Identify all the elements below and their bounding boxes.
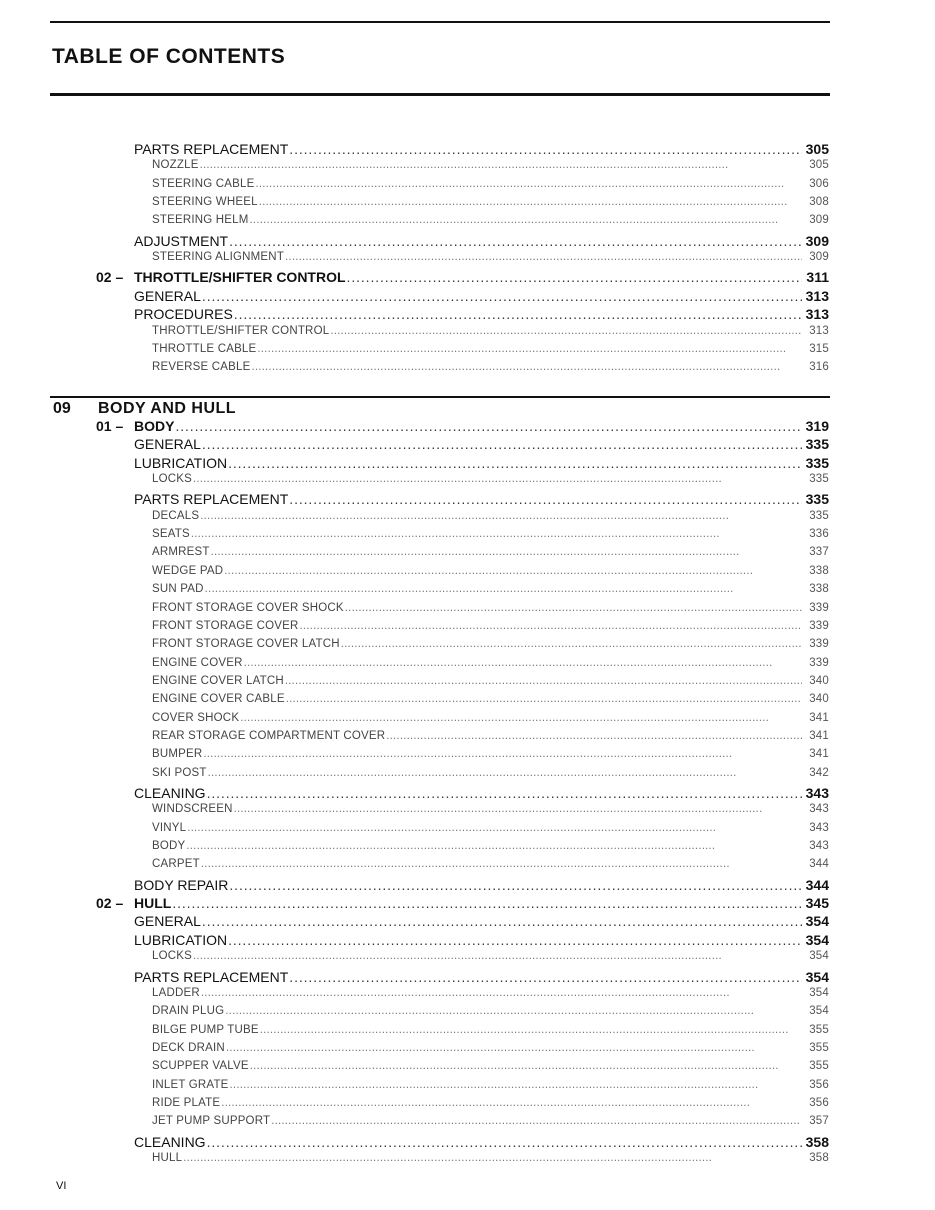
toc-subentry[interactable] <box>152 987 829 999</box>
toc-page-number: 335 <box>805 491 829 508</box>
toc-page-number: 341 <box>809 748 829 761</box>
toc-entry-label: ENGINE COVER CABLE <box>152 693 285 706</box>
toc-subentry[interactable] <box>152 196 829 208</box>
dot-leader <box>191 528 802 540</box>
toc-chapter-entry[interactable] <box>96 895 829 912</box>
toc-page-number: 344 <box>805 876 829 893</box>
dot-leader <box>202 288 802 304</box>
toc-page-number: 335 <box>805 454 829 471</box>
toc-entry-label: SEATS <box>152 528 190 541</box>
toc-page-number: 339 <box>809 619 829 632</box>
toc-subentry[interactable] <box>152 214 829 226</box>
toc-subentry[interactable] <box>152 1152 829 1164</box>
toc-subentry[interactable] <box>152 528 829 540</box>
toc-entry-label: STEERING WHEEL <box>152 196 258 209</box>
toc-page-number: 313 <box>805 287 829 304</box>
toc-entry-label: CLEANING <box>134 1133 206 1150</box>
toc-page-number: 339 <box>809 656 829 669</box>
toc-entry-label: INLET GRATE <box>152 1078 229 1091</box>
toc-subentry[interactable] <box>152 251 829 263</box>
toc-entry-label: DECK DRAIN <box>152 1041 225 1054</box>
toc-entry[interactable] <box>134 785 829 801</box>
toc-subentry[interactable] <box>152 325 829 337</box>
toc-subentry[interactable] <box>152 767 829 779</box>
toc-entry-label: BUMPER <box>152 748 203 761</box>
toc-entry-label: BODY <box>134 418 175 434</box>
toc-page-number: 357 <box>809 1115 829 1128</box>
toc-entry-label: VINYL <box>152 821 187 834</box>
toc-entry-label: FRONT STORAGE COVER SHOCK <box>152 601 344 614</box>
toc-entry-label: STEERING HELM <box>152 214 249 227</box>
toc-subentry[interactable] <box>152 583 829 595</box>
dot-leader <box>207 1134 802 1150</box>
dot-leader <box>345 602 802 614</box>
toc-page-number: 319 <box>805 418 829 434</box>
toc-page-number: 344 <box>809 858 829 871</box>
toc-page-number: 306 <box>809 177 829 190</box>
toc-page-number: 343 <box>805 785 829 801</box>
toc-subentry[interactable] <box>152 693 829 705</box>
toc-subentry[interactable] <box>152 510 829 522</box>
toc-entry[interactable] <box>134 306 829 322</box>
dot-leader <box>259 196 802 208</box>
dot-leader <box>341 638 802 650</box>
toc-entry-label: PARTS REPLACEMENT <box>134 491 289 508</box>
toc-page-number: 342 <box>809 766 829 779</box>
dot-leader <box>289 491 802 507</box>
toc-subentry[interactable] <box>152 546 829 558</box>
toc-entry-label: LUBRICATION <box>134 931 228 948</box>
dot-leader <box>186 840 802 852</box>
dot-leader <box>234 306 802 322</box>
toc-page-number: 313 <box>805 306 829 323</box>
toc-subentry[interactable] <box>152 950 829 962</box>
toc-entry-label: CLEANING <box>134 785 206 801</box>
toc-entry-label: LOCKS <box>152 473 192 486</box>
toc-subentry[interactable] <box>152 748 829 760</box>
toc-page-number: 343 <box>809 821 829 834</box>
toc-entry-label: SCUPPER VALVE <box>152 1060 249 1073</box>
toc-page-number: 337 <box>809 546 829 559</box>
dot-leader <box>271 1115 802 1127</box>
toc-entry-label: PARTS REPLACEMENT <box>134 968 289 985</box>
toc-page-number: 338 <box>809 564 829 577</box>
dot-leader <box>175 418 802 434</box>
toc-subentry[interactable] <box>152 675 829 687</box>
toc-entry-label: LADDER <box>152 986 200 999</box>
toc-entry-label: JET PUMP SUPPORT <box>152 1115 271 1128</box>
toc-subentry[interactable] <box>152 602 829 614</box>
toc-page-number: 355 <box>809 1060 829 1073</box>
toc-subentry[interactable] <box>152 1115 829 1127</box>
toc-page-number: 338 <box>809 583 829 596</box>
toc-entry-label: ENGINE COVER LATCH <box>152 674 284 687</box>
toc-page-number: 305 <box>805 141 829 157</box>
toc-entry-label: DRAIN PLUG <box>152 1005 225 1018</box>
dot-leader <box>201 858 802 870</box>
toc-page-number: 358 <box>809 1152 829 1164</box>
toc-page-number: 341 <box>809 711 829 724</box>
toc-entry[interactable] <box>134 877 829 893</box>
toc-page-number: 354 <box>809 986 829 999</box>
toc-subentry[interactable] <box>152 473 829 485</box>
toc-page-number: 356 <box>809 1078 829 1091</box>
dot-leader <box>172 895 802 911</box>
toc-entry-label: GENERAL <box>134 436 201 453</box>
toc-page-number: 355 <box>809 1041 829 1054</box>
toc-page-number: 311 <box>806 269 829 286</box>
toc-page-number: 339 <box>809 638 829 651</box>
toc-entry-label: PROCEDURES <box>134 306 233 323</box>
toc-subentry[interactable] <box>152 159 829 171</box>
toc-entry-label: GENERAL <box>134 913 201 930</box>
toc-entry[interactable] <box>134 913 829 929</box>
toc-page-number: 358 <box>805 1133 829 1150</box>
toc-entry-label: RIDE PLATE <box>152 1096 221 1109</box>
toc-subentry[interactable] <box>152 343 829 355</box>
toc-page-number: 354 <box>809 1005 829 1018</box>
dot-leader <box>257 343 802 355</box>
dot-leader <box>250 214 802 226</box>
toc-chapter-number: 02 – <box>96 895 124 912</box>
toc-entry-label: GENERAL <box>134 287 201 304</box>
dot-leader <box>330 325 802 337</box>
toc-entry-label: STEERING CABLE <box>152 177 255 190</box>
toc-page-number: 340 <box>809 674 829 687</box>
toc-entry-label: BODY <box>152 840 186 853</box>
dot-leader <box>250 1060 802 1072</box>
toc-entry[interactable] <box>134 436 829 452</box>
toc-page-number: 309 <box>809 214 829 227</box>
section-number: 09 <box>53 400 71 417</box>
toc-entry-label: REAR STORAGE COMPARTMENT COVER <box>152 729 386 742</box>
toc-entry[interactable] <box>134 932 829 948</box>
toc-page-number: 335 <box>805 436 829 453</box>
dot-leader <box>211 546 802 558</box>
dot-leader <box>205 583 802 595</box>
dot-leader <box>203 748 802 760</box>
toc-entry-label: THROTTLE CABLE <box>152 342 257 355</box>
dot-leader <box>229 877 802 893</box>
dot-leader <box>225 1005 802 1017</box>
toc-entry-label: BODY REPAIR <box>134 876 229 893</box>
page-title: TABLE OF CONTENTS <box>52 45 286 68</box>
toc-subentry[interactable] <box>152 822 829 834</box>
toc-subentry[interactable] <box>152 178 829 190</box>
dot-leader <box>226 1042 802 1054</box>
toc-subentry[interactable] <box>152 1042 829 1054</box>
toc-page-number: 309 <box>809 251 829 264</box>
dot-leader <box>221 1097 802 1109</box>
dot-leader <box>193 950 802 962</box>
dot-leader <box>201 987 802 999</box>
dot-leader <box>347 269 802 285</box>
toc-entry[interactable] <box>134 1134 829 1150</box>
toc-page-number: 355 <box>809 1023 829 1036</box>
toc-entry-label: WINDSCREEN <box>152 803 233 816</box>
dot-leader <box>200 159 802 171</box>
dot-leader <box>183 1152 802 1164</box>
toc-entry-label: CARPET <box>152 858 200 871</box>
dot-leader <box>234 803 802 815</box>
toc-entry[interactable] <box>134 969 829 985</box>
toc-subentry[interactable] <box>152 638 829 650</box>
toc-page-number: 308 <box>809 196 829 209</box>
toc-entry[interactable] <box>134 455 829 471</box>
toc-entry-label: DECALS <box>152 509 200 522</box>
dot-leader <box>251 361 802 373</box>
toc-chapter-number: 02 – <box>96 269 124 286</box>
toc-page-number: 339 <box>809 601 829 614</box>
dot-leader <box>208 767 802 779</box>
toc-page-number: 354 <box>805 913 829 930</box>
toc-subentry[interactable] <box>152 620 829 632</box>
toc-page-number: 354 <box>809 950 829 963</box>
dot-leader <box>289 969 802 985</box>
toc-entry-label: ENGINE COVER <box>152 656 243 669</box>
dot-leader <box>260 1024 802 1036</box>
toc-page-number: 343 <box>809 840 829 853</box>
toc-page-number: 305 <box>809 159 829 172</box>
toc-entry-label: THROTTLE/SHIFTER CONTROL <box>134 269 346 286</box>
dot-leader <box>228 932 802 948</box>
dot-leader <box>229 233 802 249</box>
dot-leader <box>230 1079 802 1091</box>
dot-leader <box>256 178 803 190</box>
dot-leader <box>224 565 802 577</box>
toc-page-number: 315 <box>809 342 829 355</box>
toc-subentry[interactable] <box>152 1005 829 1017</box>
toc-entry-label: LOCKS <box>152 950 192 963</box>
toc-page-number: 341 <box>809 729 829 742</box>
toc-entry-label: WEDGE PAD <box>152 564 224 577</box>
toc-entry[interactable] <box>134 141 829 157</box>
toc-entry[interactable] <box>134 288 829 304</box>
toc-subentry[interactable] <box>152 840 829 852</box>
toc-entry-label: COVER SHOCK <box>152 711 240 724</box>
toc-page-number: 335 <box>809 473 829 486</box>
toc-subentry[interactable] <box>152 712 829 724</box>
toc-subentry[interactable] <box>152 803 829 815</box>
toc-subentry[interactable] <box>152 1060 829 1072</box>
toc-subentry[interactable] <box>152 657 829 669</box>
dot-leader <box>285 251 802 263</box>
toc-entry-label: ARMREST <box>152 546 210 559</box>
toc-subentry[interactable] <box>152 1079 829 1091</box>
toc-chapter-number: 01 – <box>96 418 124 434</box>
dot-leader <box>386 730 802 742</box>
dot-leader <box>202 436 802 452</box>
section-title: BODY AND HULL <box>98 400 237 417</box>
toc-subentry[interactable] <box>152 858 829 870</box>
toc-entry-label: LUBRICATION <box>134 454 228 471</box>
toc-subentry[interactable] <box>152 730 829 742</box>
toc-page-number: 316 <box>809 361 829 374</box>
page-number: VI <box>56 1180 67 1192</box>
dot-leader <box>228 455 802 471</box>
toc-entry-label: REVERSE CABLE <box>152 361 251 374</box>
dot-leader <box>193 473 802 485</box>
toc-entry[interactable] <box>134 233 829 249</box>
dot-leader <box>244 657 802 669</box>
toc-page-number: 343 <box>809 803 829 816</box>
toc-entry-label: PARTS REPLACEMENT <box>134 141 289 157</box>
toc-page-number: 354 <box>805 968 829 985</box>
toc-entry[interactable] <box>134 491 829 507</box>
toc-entry-label: FRONT STORAGE COVER LATCH <box>152 638 340 651</box>
toc-page-number: 356 <box>809 1096 829 1109</box>
dot-leader <box>202 913 802 929</box>
toc-chapter-entry[interactable] <box>96 269 829 286</box>
toc-subentry[interactable] <box>152 1097 829 1109</box>
toc-page-number: 309 <box>805 232 829 249</box>
toc-subentry[interactable] <box>152 361 829 373</box>
toc-entry-label: HULL <box>152 1152 183 1164</box>
toc-page-number: 336 <box>809 528 829 541</box>
dot-leader <box>187 822 802 834</box>
toc-entry-label: ADJUSTMENT <box>134 232 229 249</box>
toc-entry-label: NOZZLE <box>152 159 199 172</box>
toc-page-number: 335 <box>809 509 829 522</box>
toc-entry-label: FRONT STORAGE COVER <box>152 619 299 632</box>
toc-entry-label: BILGE PUMP TUBE <box>152 1023 259 1036</box>
toc-page-number: 345 <box>805 895 829 912</box>
dot-leader <box>240 712 802 724</box>
toc-page-number: 354 <box>805 931 829 948</box>
toc-page-number: 340 <box>809 693 829 706</box>
toc-entry-label: SKI POST <box>152 766 207 779</box>
toc-entry-label: HULL <box>134 895 172 912</box>
toc-entry-label: THROTTLE/SHIFTER CONTROL <box>152 324 330 337</box>
dot-leader <box>200 510 802 522</box>
toc-subentry[interactable] <box>152 565 829 577</box>
dot-leader <box>300 620 802 632</box>
dot-leader <box>207 785 802 801</box>
toc-entry-label: STEERING ALIGNMENT <box>152 251 285 264</box>
toc-chapter-entry[interactable] <box>96 418 829 434</box>
dot-leader <box>285 675 802 687</box>
toc-page-number: 313 <box>809 324 829 337</box>
toc-entry-label: SUN PAD <box>152 583 204 596</box>
dot-leader <box>289 141 802 157</box>
dot-leader <box>286 693 802 705</box>
toc-subentry[interactable] <box>152 1024 829 1036</box>
